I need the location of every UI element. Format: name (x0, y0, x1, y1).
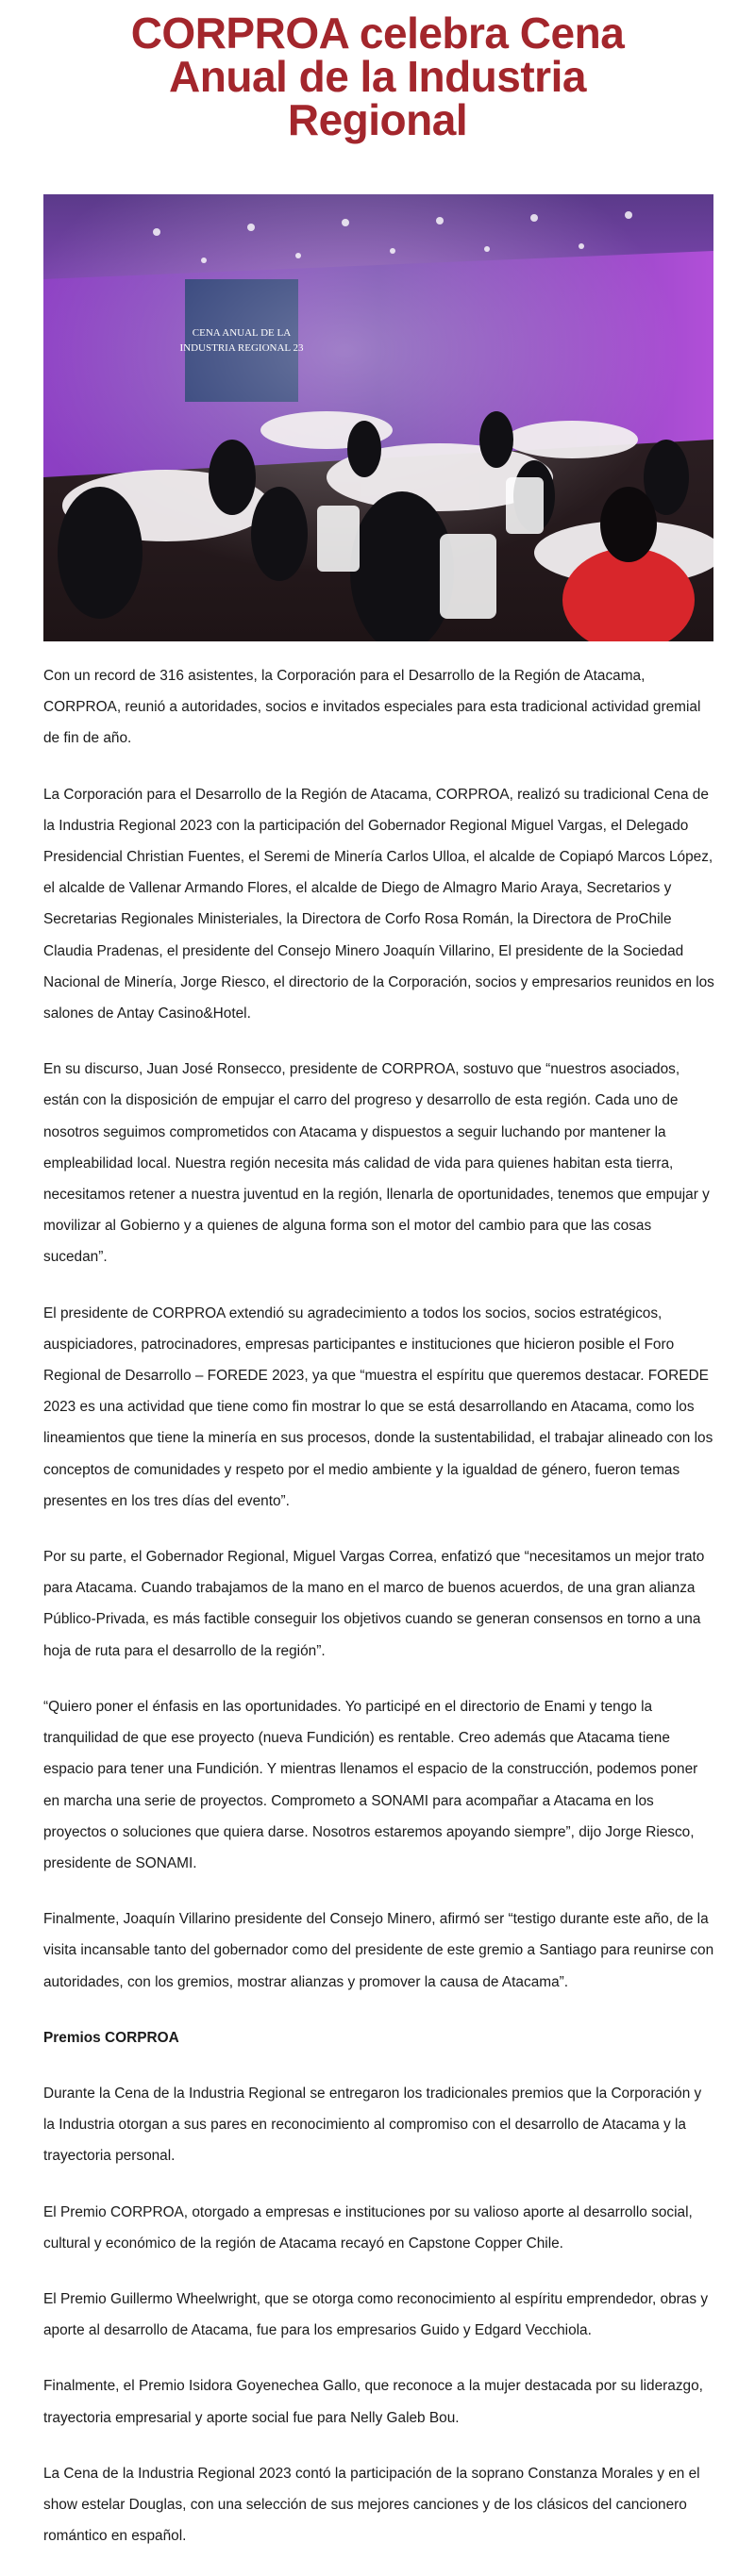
title-line-2: Anual de la Industria (169, 52, 586, 101)
paragraph-3: En su discurso, Juan José Ronsecco, presidente de CORPROA, sostuvo que “nuestros asociados, están con la disposición de empujar el carro del progreso y desarrollo de esta región. Cada uno de nosotros seguimos comprometidos con Atacama y dispuestos a seguir luchando por mantener la empleabilidad local. Nuestra región necesita más calidad de vida para quienes habitan esta tierra, necesitamos retener a nuestra juventud en la región, llenarla de oportunidades, tenemos que empujar y movilizar al Gobierno y a quienes de alguna forma son el motor del cambio para que las cosas sucedan”. (43, 1061, 710, 1266)
awards-paragraph-2: El Premio CORPROA, otorgado a empresas e instituciones por su valioso aporte al desarrollo social, cultural y económico de la región de Atacama recayó en Capstone Copper Chile. (43, 2203, 693, 2252)
paragraph-5: Por su parte, el Gobernador Regional, Miguel Vargas Correa, enfatizó que “necesitamos un mejor trato para Atacama. Cuando trabajamos de la mano en el marco de buenos acuerdos, de una gran alianza Público-Privada, es más factible conseguir los objetivos cuando se generan consensos en torno a una hoja de ruta para el desarrollo de la región”. (43, 1549, 705, 1659)
awards-paragraph-1: Durante la Cena de la Industria Regional se entregaron los tradicionales premios que la Corporación y la Industria otorgan a sus pares en reconocimiento al compromiso con el desarrollo de Atacama y la trayectoria personal. (43, 2085, 702, 2165)
event-photo (43, 194, 713, 641)
title-line-3: Regional (287, 95, 468, 144)
title-line-1: CORPROA celebra Cena (130, 8, 625, 58)
paragraph-7: Finalmente, Joaquín Villarino presidente del Consejo Minero, afirmó ser “testigo durante este año, de la visita incansable tanto del gobernador como del presidente de este gremio a Santiago para reunirse con autoridades, con los gremios, mostrar alianzas y promover la causa de Atacama”. (43, 1911, 714, 1990)
section-heading: Premios CORPROA (43, 2029, 179, 2046)
event-photo-illustration (43, 194, 713, 641)
paragraph-2: La Corporación para el Desarrollo de la Región de Atacama, CORPROA, realizó su tradicional Cena de la Industria Regional 2023 con la participación del Gobernador Regional Miguel Vargas, el Delegado Presidencial Christian Fuentes, el Seremi de Minería Carlos Ulloa, el alcalde de Copiapó Marcos López, el alcalde de Vallenar Armando Flores, el alcalde de Diego de Almagro Mario Araya, Secretarios y Secretarias Regionales Ministeriales, la Directora de Corfo Rosa Román, la Directora de ProChile Claudia Pradenas, el presidente del Consejo Minero Joaquín Villarino, El presidente de la Sociedad Nacional de Minería, Jorge Riesco, el directorio de la Corporación, socios y empresarios reunidos en los salones de Antay Casino&Hotel. (43, 786, 714, 1022)
awards-paragraph-3: El Premio Guillermo Wheelwright, que se otorga como reconocimiento al espíritu emprendedor, obras y aporte al desarrollo de Atacama, fue para los empresarios Guido y Edgard Vecchiola. (43, 2290, 709, 2339)
article-title (0, 0, 755, 144)
article-body (43, 660, 715, 2576)
awards-paragraph-5: La Cena de la Industria Regional 2023 contó la participación de la soprano Constanza Morales y en el show estelar Douglas, con una selección de sus mejores canciones y de los clásicos del cancionero romántico en español. (43, 2465, 700, 2545)
paragraph-6: “Quiero poner el énfasis en las oportunidades. Yo participé en el directorio de Enami y tengo la tranquilidad de que ese proyecto (nueva Fundición) es rentable. Creo además que Atacama tiene espacio para tener una Fundición. Y mientras llenamos el espacio de la construcción, podemos poner en marcha una serie de proyectos. Comprometo a SONAMI para acompañar a Atacama en los proyectos o soluciones que quiera darse. Nosotros estaremos apoyando siempre”, dijo Jorge Riesco, presidente de SONAMI. (43, 1698, 698, 1871)
paragraph-4: El presidente de CORPROA extendió su agradecimiento a todos los socios, socios estratégicos, auspiciadores, patrocinadores, empresas participantes e instituciones que hicieron posible el Foro Regional de Desarrollo – FOREDE 2023, ya que “muestra el espíritu que queremos destacar. FOREDE 2023 es una actividad que tiene como fin mostrar lo que se está desarrollando en Atacama, como los lineamientos que tiene la minería en sus procesos, donde la sustentabilidad, el trabajar alineado con los conceptos de comunidades y respeto por el medio ambiente y la igualdad de género, fueron temas presentes en los tres días del evento”. (43, 1305, 713, 1509)
awards-paragraph-4: Finalmente, el Premio Isidora Goyenechea Gallo, que reconoce a la mujer destacada por su liderazgo, trayectoria empresarial y aporte social fue para Nelly Galeb Bou. (43, 2378, 703, 2426)
paragraph-1: Con un record de 316 asistentes, la Corporación para el Desarrollo de la Región de Atacama, CORPROA, reunió a autoridades, socios e invitados especiales para esta tradicional actividad gremial de fin de año. (43, 668, 701, 747)
